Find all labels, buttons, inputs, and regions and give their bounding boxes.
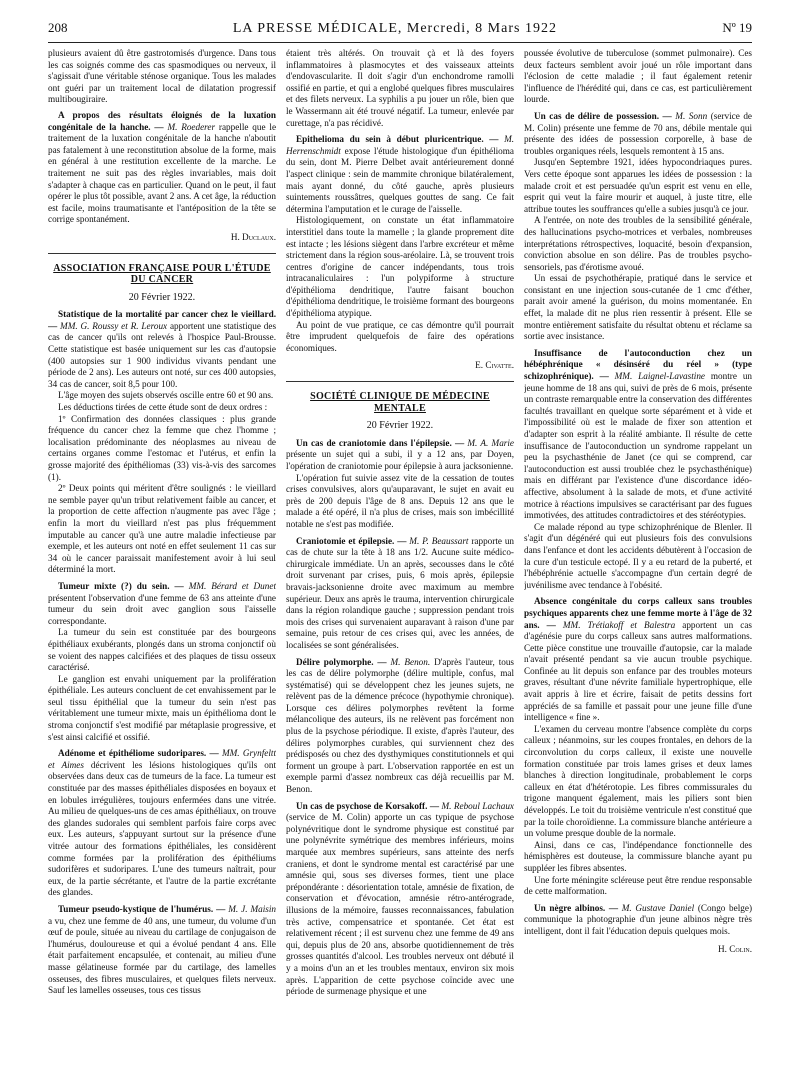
signature: H. Duclaux.: [230, 231, 276, 242]
article-text: (Congo belge) communique la photographie d'un jeune albinos nègre très intelligent, dont il fait l'éducation depuis quelques mois.: [524, 902, 752, 936]
article-text: présente un sujet qui a subi, il y a 12 ans, par Doyen, l'opération de craniotomie pour épilepsie à aura jacksonienne.: [286, 449, 514, 471]
issue-number: Nº 19: [722, 20, 752, 35]
article-author: MM. Grynfeltt et Aimes: [48, 748, 276, 770]
article-author: MM. Trétiakoff et Balestra: [562, 619, 676, 630]
paragraph: plusieurs avaient dû être gastrotomisés d'urgence. Dans tous les cas soignés comme des cas spasmodiques ou nerveux, il s'agissait d'une véritable sténose organique. Tous les malades ont guéri par un traitement local de dilatation progressif multibougiraire.: [48, 48, 276, 105]
article-author: M. Sonn: [675, 110, 708, 121]
session-date: 20 Février 1922.: [128, 291, 196, 303]
article-title: Adénome et épithéliome sudoripares. —: [58, 748, 219, 759]
paragraph: 2º Deux points qui méritent d'être soulignés : le vieillard ne semble payer qu'un tribut relativement faible au cancer, et la proportion de cette affection n'augmente pas avec l'âge ; enfin la mort du vieillard n'est pas plus fréquemment imputable au cancer qu'à une autre maladie infectieuse par exemple, et les auteurs ont noté en effet seulement 11 cas sur 34 où le cancer paraissait manifestement avoir à lui seul déterminé la mort.: [48, 483, 276, 575]
session-date: 20 Février 1922.: [366, 420, 434, 432]
paragraph: Une forte méningite scléreuse peut être rendue responsable de cette malformation.: [524, 874, 752, 897]
signature: H. Colin.: [718, 943, 752, 954]
article-title: Craniotomie et épilepsie. —: [296, 535, 407, 546]
paragraph: Histologiquement, on constate un état inflammatoire interstitiel dans toute la mamelle ; la glande proprement dite est intacte ; les lésions siègent dans l'arbre excréteur et même strictement dans la région sous-aréolaire. Là, se trouvent trois centres d'origine de cancer indépendants, tous trois intracanaliculaires : l'un polypiforme à structure d'épithélioma dendritique, l'autre faisant bouchon d'épithélioma dendritique, le troisième formant des bourgeons d'épithélioma atypique.: [286, 215, 514, 319]
article-corps-calleux: [524, 596, 752, 724]
paragraph: Le ganglion est envahi uniquement par la prolifération épithéliale. Les auteurs concluent de cet envahissement par le seul tissu épithélial que la tumeur du sein n'est pas véritablement une tumeur mixte, mais un épithélioma dont le stroma conjonctif s'est modifié par métaplasie progressive, et s'est ainsi calcifié et ossifié.: [48, 673, 276, 742]
paragraph: Ainsi, dans ce cas, l'indépendance fonctionnelle des hémisphères est douteuse, la commissure blanche ayant pu suppléer les fibres absentes.: [524, 839, 752, 873]
paragraph: Un essai de psychothérapie, pratiqué dans le service et consistant en une injection sous-cutanée de 1 cmc d'éther, parait avoir amené la guérison, du moins momentanée. En effet, la malade dit ne plus rien ressentir à présent. Elle se montre entièrement satisfaite du résultat obtenu et réclame sa sortie avec insistance.: [524, 273, 752, 342]
paragraph: Ce malade répond au type schizophrénique de Blenler. Il s'agit d'un dégénéré qui eut plusieurs fois des convulsions dans l'enfance et dont les accidents débutèrent à l'occasion de la cure d'un testicule ectopé. Il y a eu retard de la puberté, et l'hébéphrénie actuelle s'accompagne d'un certain degré de juvénilisme avec tendance à l'obésité.: [524, 521, 752, 590]
society-heading: SOCIÉTÉ CLINIQUE DE MÉDECINE MENTALE: [310, 391, 490, 414]
article-text: expose l'étude histologique d'un épithélioma du sein, dont M. Pierre Delbet avait antérieurement donné l'aspect clinique : sein de mammite chronique bilatéralement, mais ayant donné, du côté gauche, après plusieurs suintements roussâtres, quelques gouttes de sang. Ce fait détermina l'amputation et le curage de l'aisselle.: [286, 145, 514, 214]
article-author: M. Benon.: [390, 656, 431, 667]
article-title: Un cas de délire de possession. —: [534, 110, 672, 121]
divider: [48, 253, 276, 254]
article-text: présentent l'observation d'une femme de 63 ans atteinte d'une tumeur du sein droit avec ganglion sous l'aisselle correspondante.: [48, 592, 276, 626]
paragraph: poussée évolutive de tuberculose (sommet pulmonaire). Ces deux facteurs semblent avoir joué un rôle important dans l'éclosion de cette maladie ; il faut également retenir l'influence de l'hérédité qui, dans ce cas, est particulièrement lourde.: [524, 48, 752, 105]
paragraph: La tumeur du sein est constituée par des bourgeons épithéliaux exubérants, plongés dans un stroma conjonctif où se voient des nappes calcifiées et des plaques de tissu osseux caractérisé.: [48, 627, 276, 673]
paragraph: Jusqu'en Septembre 1921, idées hypocondriaques pures. Vers cette époque sont apparues les idées de possession : la malade croit et est persuadée qu'un esprit est venu en elle, esprit qui veut la faire mourir et auquel, à juste titre, elle attribue toutes les souffrances qu'elle a subies jusqu'à ce jour.: [524, 157, 752, 214]
column-1: [48, 48, 276, 1074]
article-author: M. A. Marie: [467, 437, 514, 448]
paragraph: L'âge moyen des sujets observés oscille entre 60 et 90 ans.: [58, 390, 274, 401]
signature: E. Civatte.: [475, 360, 514, 371]
article-craniotomie: [286, 438, 514, 473]
article-author: MM. Bérard et Dunet: [188, 580, 276, 591]
column-3: [524, 48, 752, 1074]
article-text: (service de M. Colin) présente une femme de 70 ans, débile mentale qui présente des idées de possession corporelle, à base de troubles organiques réels, lesquels remontent à 15 ans.: [524, 110, 752, 156]
article-epithelioma: [286, 134, 514, 215]
divider: [286, 381, 514, 382]
article-title: Absence congénitale du corps calleux sans troubles psychiques apparents chez une femme morte à l'âge de 32 ans. —: [524, 596, 752, 630]
article-possession: [524, 111, 752, 157]
article-autoconduction: [524, 348, 752, 522]
article-title: Un cas de craniotomie dans l'épilepsie. —: [296, 437, 465, 448]
article-author: MM. Laignel-Lavastine: [614, 371, 706, 382]
article-author: M. Gustave Daniel: [621, 902, 695, 913]
article-title: A propos des résultats éloignés de la luxation congénitale de la hanche. —: [48, 109, 276, 132]
column-2: [286, 48, 514, 1074]
article-title: Délire polymorphe. —: [296, 656, 387, 667]
article-author: M. P. Beaussart: [409, 535, 469, 546]
running-header: [48, 20, 752, 43]
article-humerus: [48, 904, 276, 997]
paragraph: L'examen du cerveau montre l'absence complète du corps calleux ; néanmoins, sur les coupes frontales, en dehors de la circonvolution du corps calleux, il existe une nouvelle formation constituée par trois lames grises et deux lames blanches à direction longitudinale, probablement le corps calleux en état d'hétérotopie. Les fibres commissurales du trigone manquent également, mais les piliers sont bien développés. Le toit du troisième ventricule n'est constitué que par la toile choroïdienne. La commissure blanche antérieure a un volume presque double de la normale.: [524, 723, 752, 839]
article-title: Un nègre albinos. —: [534, 902, 619, 913]
article-title: Statistique de la mortalité par cancer chez le vieillard. —: [48, 309, 276, 331]
article-mortalite: [48, 309, 276, 390]
article-craniotomie-epilepsie: [286, 536, 514, 652]
article-text: a vu, chez une femme de 40 ans, une tumeur, du volume d'un œuf de poule, située au niveau du cartilage de conjugaison de l'humérus, douloureuse et qui a évolué pendant 4 ans. Elle était parfaitement encapsulée, et contenait, au milieu d'une masse gélatineuse formée par du cartilage, des lamelles osseuses, des fibres musculaires, et quelques filets nerveux. Sauf les lamelles osseuses, tous ces tissus: [48, 915, 276, 996]
article-text: montre un jeune homme de 18 ans qui, suivi de près de 6 mois, présente un contraste remarquable entre la conservation des différentes facultés travaillant en quelque sorte séparément et à vide et l'impossibilité où est le malade de fixer son attention et d'adapter son esprit à la réalité ambiante. Il résulte de cette insuffisance de l'autoconduction un syndrome rappelant un peu la psychasthénie de Janet (ce qui se comprend, car l'autoconduction est aussi troublée chez le psychasthénique) mais en différant par l'existence d'une discordance idéo-affective, absolument à la salade de mots, et d'une activité motrice à réactions impulsives se caractérisant par des fugues immotivées, des attitudes contradictoires et des stéréotypies.: [524, 371, 752, 521]
article-title: Epithelioma du sein à début pluricentrique. —: [296, 134, 499, 145]
paragraph: 1º Confirmation des données classiques : plus grande fréquence du cancer chez la femme que chez l'homme ; localisation prédominante des néoplasmes au niveau de certains organes comme l'estomac et l'utérus, et enfin la grosse majorité des épithéliomas (33) vis-à-vis des sarcomes (1).: [48, 413, 276, 482]
article-adenome: [48, 748, 276, 899]
paragraph: Les déductions tirées de cette étude sont de deux ordres :: [58, 402, 268, 413]
article-author: M. Herrenschmidt: [286, 134, 514, 156]
article-columns: [48, 48, 752, 1074]
article-text: rapporte un cas de chute sur la tête à 18 ans 1/2. Aucune suite médico-chirurgicale immédiate. Un an après, secousses dans le côté droit survenant par crises, puis, 6 mois après, épilepsie bravais-jacksonienne droite avec maximum au membre supérieur. Deux ans après le trauma, intervention chirurgicale dans la région rolandique gauche ; suppression pendant trois mois des crises qui survenaient auparavant à raison d'une par semaine, puis retour de ces crises qui, avec les années, de localisées se sont généralisées.: [286, 535, 514, 650]
article-author: M. J. Maisin: [228, 903, 276, 914]
article-delire: [286, 657, 514, 796]
paragraph: étaient très altérés. On trouvait çà et là des foyers inflammatoires à plasmocytes et des vaisseaux atteints d'endovascularite. Il doit s'agir d'un enchondrome ramolli ossifié en partie, et qui a englobé quelques fibres musculaires et des filets nerveux. La syphilis a pu jouer un rôle, bien que le Wassermann ait été trouvé négatif. La tumeur, enlevée par curettage, n'a pas récidivé.: [286, 48, 514, 128]
paragraph: L'opération fut suivie assez vite de la cessation de toutes crises convulsives, alors qu'auparavant, le sujet en avait eu près de 200 depuis l'âge de 8 ans. Depuis 12 ans que le malade a été opéré, il n'a plus de crises, mais son imbécillité notable ne s'est pas modifiée.: [286, 472, 514, 529]
article-title: Tumeur mixte (?) du sein. —: [58, 580, 184, 591]
article-luxation: [48, 110, 276, 226]
page-number-left: 208: [48, 20, 68, 35]
article-author: MM. G. Roussy et R. Leroux: [60, 320, 168, 331]
article-author: M. Roederer: [167, 121, 216, 132]
society-heading: ASSOCIATION FRANÇAISE POUR L'ÉTUDE DU CANCER: [53, 262, 271, 286]
article-text: apportent un cas d'agénésie pure du corps calleux sans autres malformations. Cette pièce constitue une trouvaille d'autopsie, car la malade n'avait présenté pendant sa vie aucun trouble psychique. Confinée au lit depuis son enfance par des troubles moteurs graves, résultant d'une névrite familiale hypertrophique, elle avait appris à lire et écrire, faisait de petits dessins fort appréciés de sa famille et passait pour une jeune fille d'une intelligence « fine ».: [524, 619, 752, 723]
article-albinos: [524, 903, 752, 938]
article-title: Tumeur pseudo-kystique de l'humérus. —: [58, 903, 226, 914]
journal-title: LA PRESSE MÉDICALE, Mercredi, 8 Mars 1922: [232, 21, 557, 36]
article-text: D'après l'auteur, tous les cas de délire polymorphe (délire multiple, confus, mal systématisé) qui se développent chez les jeunes sujets, ne relèvent pas de la démence précoce (hypothymie chronique). Lorsque ces délires polymorphes revêtent la forme mélancolique des auteurs, ils ne relèvent pas forcément non plus de la psychose périodique. Il existe, d'après l'auteur, des délires polymorphes curables, qui surviennent chez des prédisposés ou chez des dysthymiques constitutionnels et qui forment un groupe à part. L'observation rapportée en est un exemple parmi d'assez nombreux cas déjà recueillis par M. Benon.: [286, 656, 514, 795]
article-text: apportent une statistique des cas de cancer qu'ils ont relevés à l'hospice Paul-Brousse. Cette statistique est basée uniquement sur les cas d'autopsie (400 autopsies sur 1 900 individus vivants pendant une période de 2 ans). Les auteurs ont noté, sur ces 400 autopsies, 34 cas de cancer, soit 8,5 pour 100.: [48, 320, 276, 389]
article-text: (service de M. Colin) apporte un cas typique de psychose polynévritique dont le syndrome physique est constitué par une polynévrite symétrique des membres inférieurs, moins marquée aux membres supérieurs, sans atteinte des nerfs craniens, et dont le syndrome mental est caractérisé par une amnésie qui, sous ses diverses formes, tient une place prépondérante : désorientation totale, amnésie de fixation, de conservation et d'évocation, amnésie rétro-antérograde, illusions de la mémoire, fausses reconnaissances, fabulation très active, compensatrice et spontanée. Cet état est relativement récent ; il est survenu chez une femme de 49 ans qui, depuis plus de 20 ans, absorbe quotidiennement de très grosses quantités d'alcool. Les troubles nerveux ont débuté il y a moins d'un an et les troubles mentaux, environ six mois après. L'apparition de cette psychose coïncide avec une période de surmenage physique et une: [286, 812, 514, 997]
article-author: M. Reboul Lachaux: [441, 800, 514, 811]
article-title: Insuffisance de l'autoconduction chez un hébéphrénique « désinséré du réel » (type schizophrénique). —: [524, 347, 752, 382]
article-text: décrivent les lésions histologiques qu'ils ont observées dans deux cas de tumeurs de la face. La tumeur est constituée par des masses épithéliales disposées en boyaux et en lobules irrégulières, toujours enfermées dans une vitrée. Au milieu de quelques-uns de ces amas épithéliaux, on trouve des glandes sudorales qui semblent parfois faire corps avec eux. Les auteurs, s'appuyant surtout sur la présence d'une vitrée autour des formations épithéliales, les considèrent comme formées par la prolifération des épithéliums sudorifères et sudoripares. L'une des tumeurs naîtrait, pour eux, de la partie sécrétante, et l'autre de la partie excrétante des glandes.: [48, 759, 276, 898]
article-korsakoff: [286, 801, 514, 998]
article-tumeur-mixte: [48, 581, 276, 627]
paragraph: A l'entrée, on note des troubles de la sensibilité générale, des hallucinations psycho-motrices et verbales, nombreuses interprétations rétrospectives, loquacité, besoin d'expansion, conviction absolue en son délire. Pas de troubles psycho-sensoriels, pas d'érotisme avoué.: [524, 215, 752, 272]
article-text: rappelle que le traitement de la luxation congénitale de la hanche n'aboutit pas fatalement à une reconstitution absolue de la forme, mais en général à une restitution excellente de la marche. Le traitement ne suit pas des règles invariables, mais doit s'adapter à chaque cas en particulier. Quand on le peut, il faut opérer le plus tôt possible, avant 2 ans. A cet âge, la réduction est facile, moins traumatisante et l'antéposition de la tête se corrige spontanément.: [48, 121, 276, 225]
article-title: Un cas de psychose de Korsakoff. —: [296, 800, 440, 811]
paragraph: Au point de vue pratique, ce cas démontre qu'il pourrait être imprudent quelquefois de faire des opérations économiques.: [286, 319, 514, 353]
